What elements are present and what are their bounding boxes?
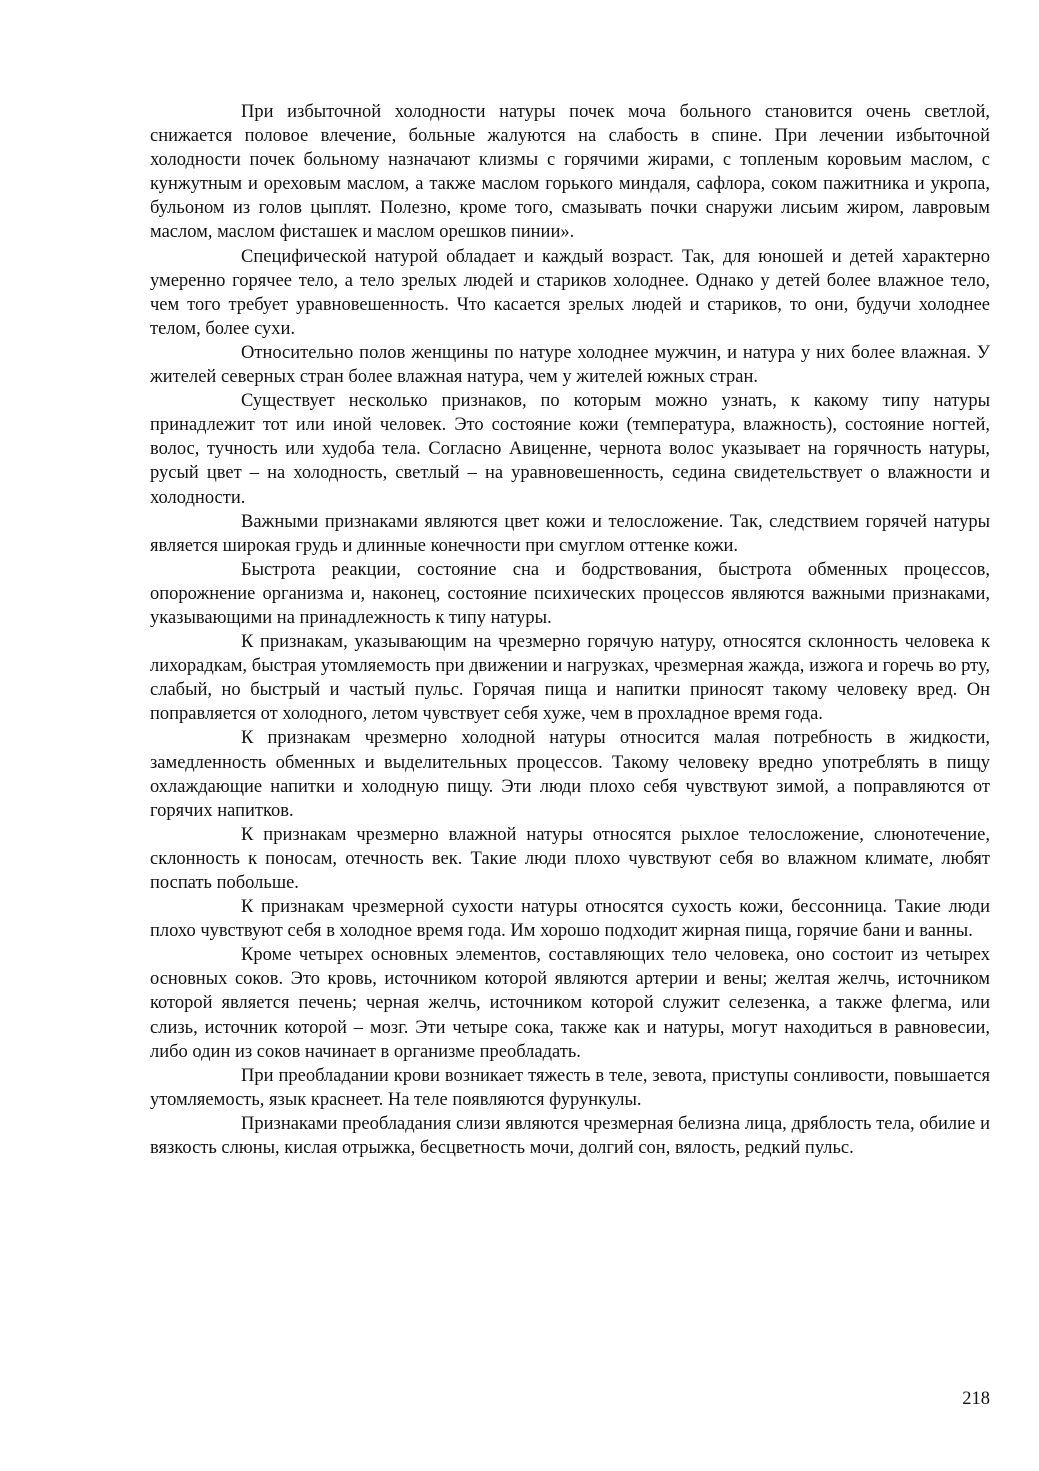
body-text [150, 100, 990, 1160]
paragraph: К признакам, указывающим на чрезмерно горячую натуру, относятся склонность человека к лихорадкам, быстрая утомляемость при движении и нагрузках, чрезмерная жажда, изжога и горечь во рту, слабый, но быстрый и частый пульс. Горячая пища и напитки приносят такому человеку вред. Он поправляется от холодного, летом чувствует себя хуже, чем в прохладное время года. [150, 632, 990, 725]
paragraph: Относительно полов женщины по натуре холоднее мужчин, и натура у них более влажная. У жителей северных стран более влажная натура, чем у жителей южных стран. [150, 342, 990, 388]
page-number: 218 [962, 1389, 990, 1409]
paragraph: При преобладании крови возникает тяжесть в теле, зевота, приступы сонливости, повышается утомляемость, язык краснеет. На теле появляются фурункулы. [150, 1065, 990, 1110]
paragraph: При избыточной холодности натуры почек моча больного становится очень светлой, снижается половое влечение, больные жалуются на слабость в спине. При лечении избыточной холодности почек больному назначают клизмы с горячими жирами, с топленым коровьим маслом, с кунжутным и ореховым маслом, а также маслом горького миндаля, сафлора, соком пажитника и укропа, бульоном из голов цыплят. Полезно, кроме того, смазывать почки снаружи лисьим жиром, лавровым маслом, маслом фисташек и маслом орешков пинии». [150, 102, 990, 243]
paragraph: К признакам чрезмерно холодной натуры относится малая потребность в жидкости, замедленность обменных и выделительных процессов. Такому человеку вредно употреблять в пищу охлаждающие напитки и холодную пищу. Эти люди плохо себя чувствуют зимой, а поправляются от горячих напитков. [150, 728, 990, 821]
paragraph: К признакам чрезмерной сухости натуры относятся сухость кожи, бессонница. Такие люди плохо чувствуют себя в холодное время года. Им хорошо подходит жирная пища, горячие бани и ванны. [150, 897, 990, 942]
paragraph: Существует несколько признаков, по которым можно узнать, к какому типу натуры принадлежит тот или иной человек. Это состояние кожи (температура, влажность), состояние ногтей, волос, тучность или худоба тела. Согласно Авиценне, чернота волос указывает на горячность натуры, русый цвет – на холодность, светлый – на уравновешенность, седина свидетельствует о влажности и холодности. [150, 391, 990, 508]
paragraph: Быстрота реакции, состояние сна и бодрствования, быстрота обменных процессов, опорожнение организма и, наконец, состояние психических процессов являются важными признаками, указывающими на принадлежность к типу натуры. [150, 559, 990, 628]
paragraph: К признакам чрезмерно влажной натуры относятся рыхлое телосложение, слюнотечение, склонность к поносам, отечность век. Такие люди плохо чувствуют себя во влажном климате, любят поспать побольше. [150, 824, 990, 893]
paragraph: Специфической натурой обладает и каждый возраст. Так, для юношей и детей характерно умеренно горячее тело, а тело зрелых людей и стариков холоднее. Однако у детей более влажное тело, чем того требует уравновешенность. Что касается зрелых людей и стариков, то они, будучи холоднее телом, более сухи. [150, 246, 990, 339]
paragraph: Кроме четырех основных элементов, составляющих тело человека, оно состоит из четырех основных соков. Это кровь, источником которой являются артерии и вены; желтая желчь, источником которой является печень; черная желчь, источником которой служит селезенка, а также флегма, или слизь, источник которой – мозг. Эти четыре сока, также как и натуры, могут находиться в равновесии, либо один из соков начинает в организме преобладать. [150, 945, 990, 1062]
paragraph: Признаками преобладания слизи являются чрезмерная белизна лица, дряблость тела, обилие и вязкость слюны, кислая отрыжка, бесцветность мочи, долгий сон, вялость, редкий пульс. [150, 1113, 990, 1159]
paragraph: Важными признаками являются цвет кожи и телосложение. Так, следствием горячей натуры является широкая грудь и длинные конечности при смуглом оттенке кожи. [150, 511, 990, 556]
